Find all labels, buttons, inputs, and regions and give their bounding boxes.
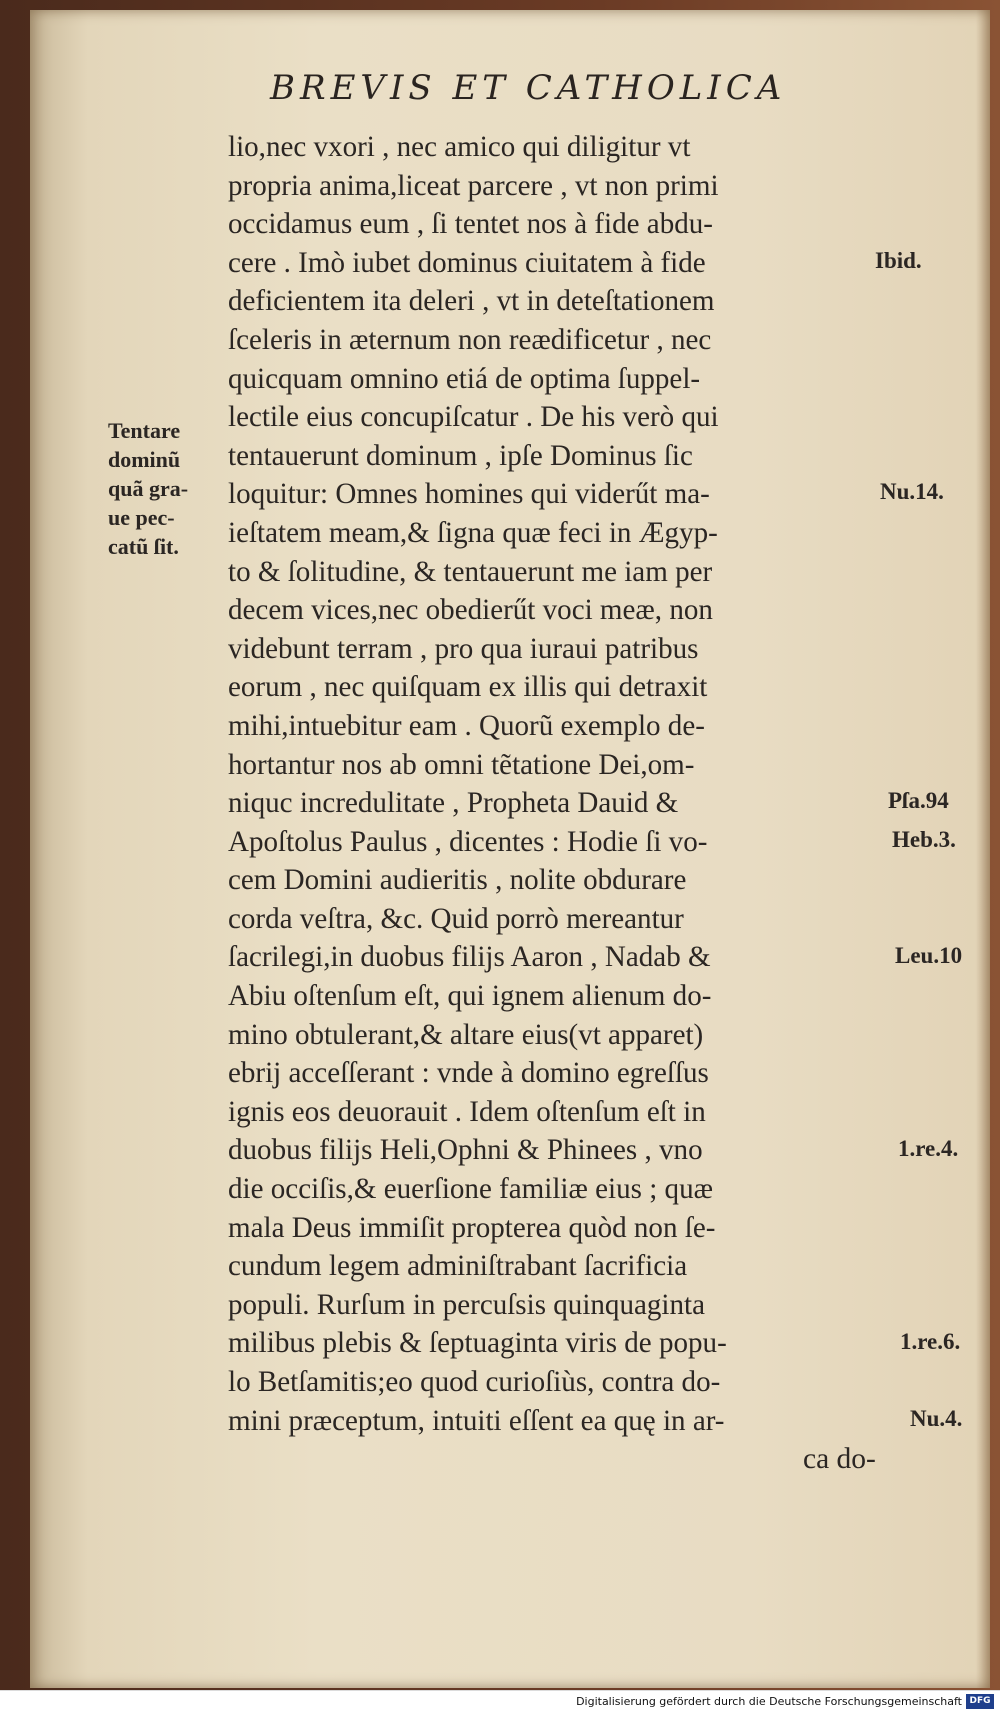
- text-line: corda veſtra, &c. Quid porrò mereantur: [228, 902, 684, 935]
- text-line: cem Domini audieritis , nolite obdurare: [228, 864, 687, 897]
- text-line: ieſtatem meam,& ſigna quæ feci in Ægyp-: [228, 516, 718, 549]
- margin-reference: Nu.4.: [910, 1405, 963, 1431]
- margin-reference: Nu.14.: [880, 479, 944, 505]
- text-line: mino obtulerant,& altare eius(vt apparet): [228, 1018, 704, 1051]
- text-line: duobus filijs Heli,Ophni & Phinees , vno: [228, 1134, 703, 1167]
- text-line: milibus plebis & ſeptuaginta viris de popu-: [228, 1327, 727, 1360]
- text-line: lectile eius concupiſcatur . De his verò qui: [228, 401, 719, 434]
- text-line: die occiſis,& euerſione familiæ eius ; quæ: [228, 1173, 714, 1206]
- text-line: ebrij acceſſerant : vnde à domino egreſſus: [228, 1057, 709, 1090]
- margin-reference: Heb.3.: [892, 826, 956, 852]
- text-line: hortantur nos ab omni tẽtatione Dei,om-: [228, 748, 695, 781]
- text-line: lio,nec vxori , nec amico qui diligitur vt: [228, 131, 691, 163]
- text-line: mala Deus immiſit propterea quòd non ſe-: [228, 1211, 716, 1244]
- page-edge-shadow: [976, 10, 990, 1688]
- text-line: ca do-: [803, 1443, 876, 1476]
- margin-note-line: quã gra-: [108, 476, 189, 501]
- text-line: lo Betſamitis;eo quod curioſiùs, contra do-: [228, 1366, 721, 1398]
- margin-note-line: catũ ſit.: [108, 534, 179, 559]
- text-line: niquc incredulitate , Propheta Dauid &: [228, 787, 679, 820]
- margin-note-line: Tentare: [108, 418, 181, 443]
- text-line: ſacrilegi,in duobus filijs Aaron , Nadab &: [228, 941, 711, 974]
- text-line: mihi,intuebitur eam . Quorũ exemplo de-: [228, 709, 705, 742]
- text-line: Apoſtolus Paulus , dicentes : Hodie ſi vo-: [228, 825, 708, 858]
- text-line: populi. Rurſum in percuſsis quinquaginta: [228, 1288, 705, 1321]
- running-head: BREVIS ET CATHOLICA: [270, 68, 787, 108]
- margin-reference: 1.re.6.: [900, 1328, 961, 1354]
- text-line: loquitur: Omnes homines qui viderűt ma-: [228, 478, 710, 511]
- text-line: ignis eos deuorauit . Idem oſtenſum eſt in: [228, 1095, 706, 1128]
- text-line: mini præceptum, intuiti eſſent ea quę in ar-: [228, 1404, 725, 1437]
- text-line: quicquam omnino etiá de optima ſuppel-: [228, 362, 701, 395]
- margin-note-line: dominũ: [108, 447, 181, 472]
- text-line: eorum , nec quiſquam ex illis qui detraxit: [228, 671, 708, 704]
- margin-reference: 1.re.4.: [898, 1135, 959, 1161]
- text-line: tentauerunt dominum , ipſe Dominus ſic: [228, 439, 693, 472]
- text-line: cundum legem adminiſtrabant ſacrificia: [228, 1250, 688, 1283]
- text-line: to & ſolitudine, & tentauerunt me iam per: [228, 555, 713, 588]
- funding-credit: Digitalisierung gefördert durch die Deutsche Forschungsgemeinschaft: [576, 1695, 962, 1708]
- text-line: ſceleris in æternum non reædificetur , nec: [228, 323, 712, 356]
- margin-reference: Pſa.94: [888, 788, 949, 814]
- text-line: propria anima,liceat parcere , vt non primi: [228, 169, 719, 202]
- text-line: Abiu oſtenſum eſt, qui ignem alienum do-: [228, 980, 712, 1013]
- text-line: occidamus eum , ſi tentet nos à fide abdu-: [228, 208, 713, 241]
- left-margin-note: [108, 416, 228, 561]
- margin-reference: Leu.10: [895, 942, 963, 968]
- body-text: [228, 128, 888, 1479]
- margin-reference: Ibid.: [875, 247, 922, 273]
- text-line: cere . Imò iubet dominus ciuitatem à fide: [228, 246, 706, 279]
- text-line: videbunt terram , pro qua iuraui patribus: [228, 632, 699, 665]
- text-line: deficientem ita deleri , vt in deteſtationem: [228, 285, 715, 318]
- dfg-logo: DFG: [966, 1694, 994, 1709]
- margin-note-line: ue pec-: [108, 505, 175, 530]
- footer-bar: [0, 1690, 1000, 1713]
- text-line: decem vices,nec obedierűt voci meæ, non: [228, 594, 713, 627]
